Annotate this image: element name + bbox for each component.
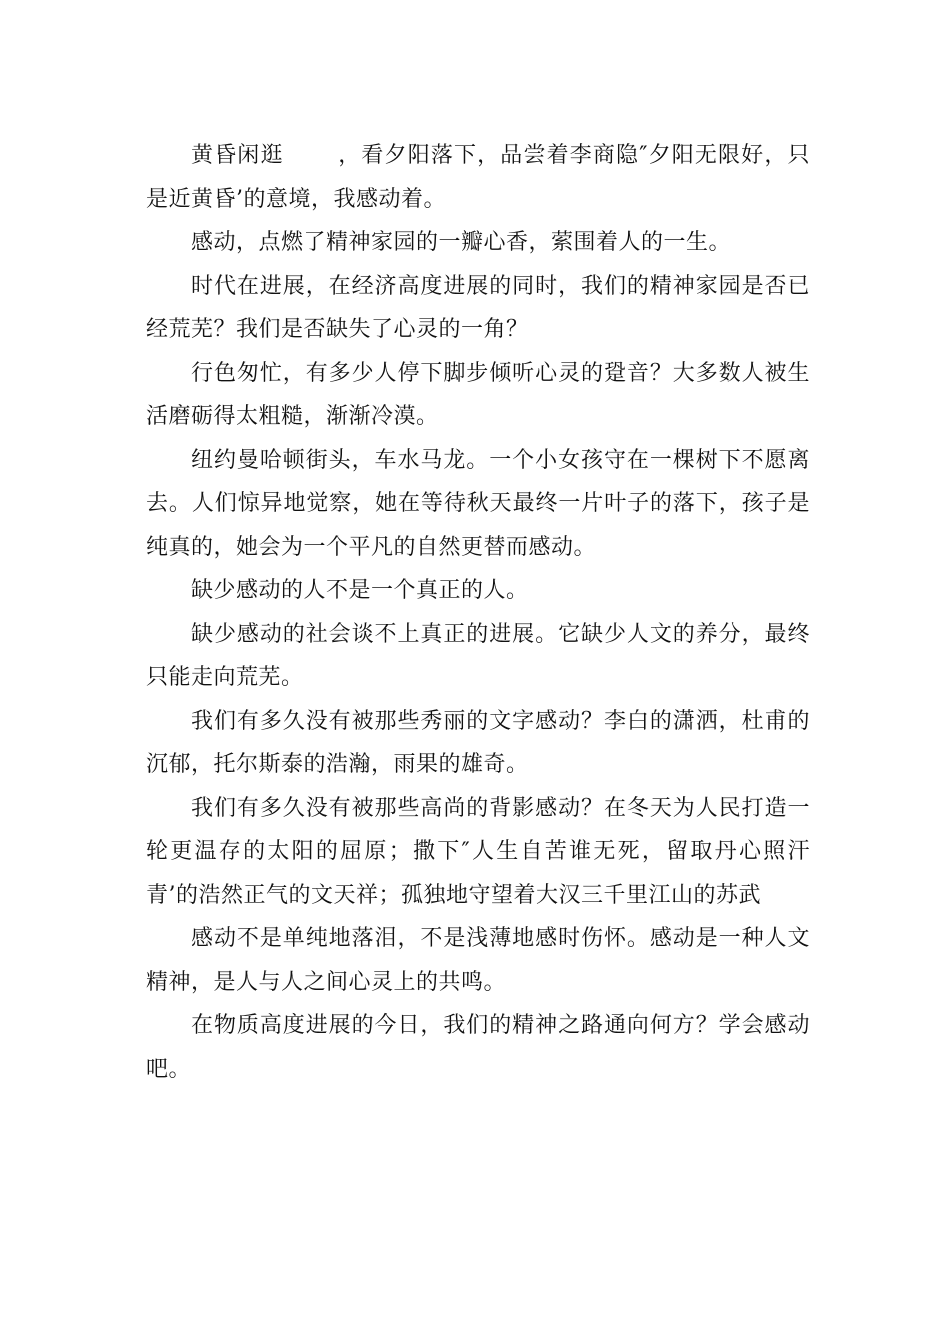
paragraph-dusk-walk xyxy=(146,134,810,221)
paragraph: 缺少感动的社会谈不上真正的进展。它缺少人文的养分，最终只能走向荒芜。 xyxy=(146,621,810,690)
paragraph-text-end: ，看夕阳落下，品尝着李商隐″夕阳无限好，只是近黄昏’的意境，我感动着。 xyxy=(146,143,810,212)
paragraph: 感动不是单纯地落泪，不是浅薄地感时伤怀。感动是一种人文精神，是人与人之间心灵上的共鸣。 xyxy=(146,926,810,995)
paragraph-text-start: 黄昏闲逛 xyxy=(191,143,284,168)
paragraph: 感动，点燃了精神家园的一瓣心香，萦围着人的一生。 xyxy=(191,230,732,255)
paragraph: 在物质高度进展的今日，我们的精神之路通向何方？学会感动吧。 xyxy=(146,1013,810,1082)
paragraph: 我们有多久没有被那些秀丽的文字感动？李白的潇洒，杜甫的沉郁，托尔斯泰的浩瀚，雨果的雄奇。 xyxy=(146,708,810,777)
paragraph: 时代在进展，在经济高度进展的同时，我们的精神家园是否已经荒芜？我们是否缺失了心灵的一角？ xyxy=(146,273,810,342)
paragraph: 缺少感动的人不是一个真正的人。 xyxy=(191,578,529,603)
paragraph: 行色匆忙，有多少人停下脚步倾听心灵的跫音？大多数人被生活磨砺得太粗糙，渐渐冷漠。 xyxy=(146,360,810,429)
paragraph: 我们有多久没有被那些高尚的背影感动？在冬天为人民打造一轮更温存的太阳的屈原；撒下″人生自苦谁无死，留取丹心照汗青’的浩然正气的文天祥；孤独地守望着大汉三千里江山的苏武 xyxy=(146,795,810,908)
paragraph: 纽约曼哈顿街头，车水马龙。一个小女孩守在一棵树下不愿离去。人们惊异地觉察，她在等待秋天最终一片叶子的落下，孩子是纯真的，她会为一个平凡的自然更替而感动。 xyxy=(146,447,810,560)
essay-body xyxy=(146,134,810,1091)
